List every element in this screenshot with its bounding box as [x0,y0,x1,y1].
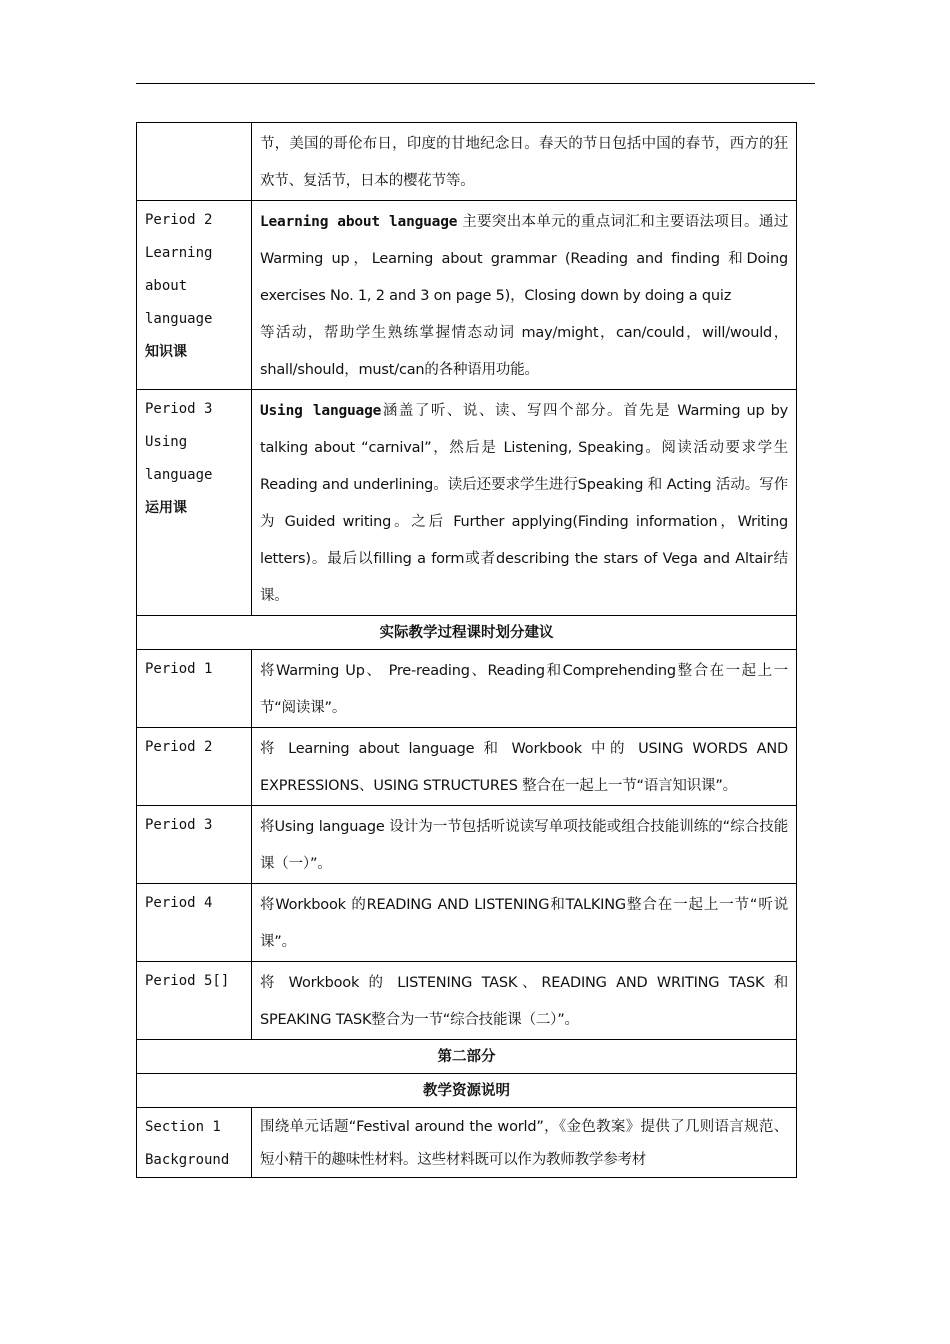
table-row [137,616,797,650]
table-row [137,650,797,728]
row-label-period-3: Period 3 Using language 运用课 [137,390,252,616]
table-row [137,123,797,201]
period-label: Period 3 [137,806,252,884]
bold-lead: Using language [260,403,382,419]
section-1-text: 围绕单元话题“Festival around the world”，《金色教案》提供了几则语言规范、短小精干的趣味性材料。这些材料既可以作为教师教学参考材 [252,1108,797,1178]
festival-text: 节，美国的哥伦布日，印度的甘地纪念日。春天的节日包括中国的春节，西方的狂欢节、复活节，日本的樱花节等。 [252,123,797,201]
period-label: Period 2 [137,728,252,806]
table-row [137,806,797,884]
period-text: 将 Workbook 的 LISTENING TASK、READING AND WRITING TASK 和 SPEAKING TASK整合为一节“综合技能课（二）”。 [252,962,797,1040]
row-label-empty [137,123,252,201]
lesson-plan-table [136,122,797,1178]
table-row [137,201,797,390]
period-label: Period 4 [137,884,252,962]
period-label: Period 1 [137,650,252,728]
header-rule [136,83,815,84]
period-3-description: Using language涵盖了听、说、读、写四个部分。首先是 Warming up by talking about “carnival”，然后是 Listening, Speaking。阅读活动要求学生Reading and underlining。读后还要求学生进行Speaking 和 Acting 活动。写作为 Guided writing。之后 Further applying(Finding information，Writing letters)。最后以filling a form或者describing the stars of Vega and Altair结课。 [252,390,797,616]
table-row [137,390,797,616]
period-text: 将 Learning about language 和 Workbook 中的 USING WORDS AND EXPRESSIONS、USING STRUCTURES 整合在一起上一节“语言知识课”。 [252,728,797,806]
table-row [137,1074,797,1108]
table-row [137,962,797,1040]
period-text: 将Workbook 的READING AND LISTENING和TALKING整合在一起上一节“听说课”。 [252,884,797,962]
resources-heading: 教学资源说明 [137,1074,797,1108]
period-text: 将Warming Up、 Pre-reading、Reading和Comprehending整合在一起上一节“阅读课”。 [252,650,797,728]
section-heading-schedule: 实际教学过程课时划分建议 [137,616,797,650]
row-label-period-2: Period 2 Learning about language 知识课 [137,201,252,390]
part-two-heading: 第二部分 [137,1040,797,1074]
period-label: Period 5[] [137,962,252,1040]
table-row [137,1040,797,1074]
table-row [137,884,797,962]
period-2-description: Learning about language 主要突出本单元的重点词汇和主要语法项目。通过Warming up，Learning about grammar (Reading and finding 和Doing exercises No. 1, 2 and 3 on page 5)，Closing down by doing a quiz 等活动，帮助学生熟练掌握情态动词 may/might，can/could，will/would，shall/should，must/can的各种语用功能。 [252,201,797,390]
table-row [137,1108,797,1178]
period-text: 将Using language 设计为一节包括听说读写单项技能或组合技能训练的“综合技能课（一）”。 [252,806,797,884]
table-row [137,728,797,806]
bold-lead: Learning about language [260,214,458,230]
row-label-section-1: Section 1 Background [137,1108,252,1178]
